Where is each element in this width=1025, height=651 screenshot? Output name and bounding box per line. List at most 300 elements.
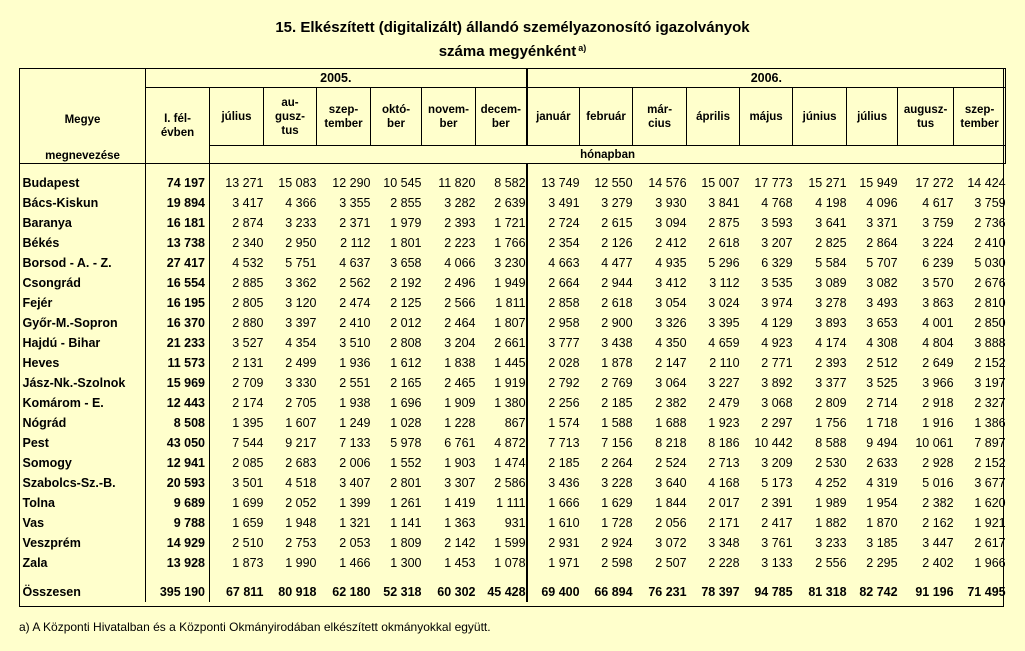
month-value: 1 380 [476,393,527,413]
month-value: 2 147 [655,356,687,370]
month-header-line: októ- [381,103,411,116]
county-name: Zala [20,553,146,573]
month-value: 3 330 [285,376,317,390]
first-half-value: 12 941 [146,453,210,473]
month-value: 1 028 [390,416,422,430]
first-half-value: 16 554 [146,273,210,293]
month-value: 4 637 [339,256,371,270]
month-value: 3 641 [815,216,847,230]
spacer-cell [580,164,633,174]
county-name: Bács-Kiskun [20,193,146,213]
month-value: 3 377 [815,376,847,390]
month-value: 1 873 [232,556,264,570]
month-value: 6 761 [444,436,476,450]
table-row [20,453,1006,473]
month-value: 3 974 [761,296,793,310]
month-value: 3 120 [285,296,317,310]
month-value: 2 618 [601,296,633,310]
month-value: 2 125 [390,296,422,310]
month-header-line: tember [960,117,999,130]
month-value: 2 809 [815,396,847,410]
spacer-cell [847,573,898,582]
month-value: 45 428 [476,582,527,602]
month-value: 1 909 [444,396,476,410]
county-name: Jász-Nk.-Szolnok [20,373,146,393]
first-half-value: 19 894 [146,193,210,213]
month-value: 2 958 [548,316,580,330]
spacer-cell [210,573,264,582]
month-value: 2 496 [444,276,476,290]
spacer-cell [954,164,1006,174]
month-header-line: tus [916,117,935,130]
county-name: Budapest [20,173,146,193]
month-value: 931 [476,513,527,533]
month-value: 11 820 [438,176,476,190]
table-row [20,553,1006,573]
month-value: 2 327 [974,396,1006,410]
month-value: 1 882 [815,516,847,530]
month-value: 1 989 [815,496,847,510]
month-value: 3 371 [866,216,898,230]
month-value: 1 923 [708,416,740,430]
month-value: 10 061 [915,436,954,450]
county-name: Szabolcs-Sz.-B. [20,473,146,493]
month-value: 3 024 [708,296,740,310]
month-value: 1 666 [548,496,580,510]
month-value: 2 633 [866,456,898,470]
first-half-header-line: I. fél- [164,112,191,125]
month-value: 2 417 [761,516,793,530]
month-header-row [20,88,1006,146]
month-value: 3 204 [444,336,476,350]
month-value: 1 419 [444,496,476,510]
month-value: 1 261 [390,496,422,510]
month-value: 2 412 [655,236,687,250]
first-half-value: 27 417 [146,253,210,273]
month-value: 2 676 [974,276,1006,290]
month-value: 1 453 [444,556,476,570]
footnote: a) A Központi Hivatalban és a Központi Okmányirodában elkészített okmányokkal együtt. [19,620,491,634]
month-value: 3 054 [655,296,687,310]
month-value: 3 640 [655,476,687,490]
month-value: 3 133 [761,556,793,570]
month-value: 7 156 [601,436,633,450]
month-value: 5 978 [390,436,422,450]
month-value: 2 924 [601,536,633,550]
county-name: Pest [20,433,146,453]
table-row [20,513,1006,533]
spacer-cell [633,164,687,174]
spacer-cell [476,573,527,582]
month-value: 2 264 [601,456,633,470]
month-value: 8 218 [655,436,687,450]
month-value: 3 197 [974,376,1006,390]
table-title-line2 [0,43,1025,60]
month-value: 3 355 [339,196,371,210]
month-value: 2 615 [601,216,633,230]
month-value: 3 209 [761,456,793,470]
month-value: 1 574 [548,416,580,430]
spacer-row [20,164,1006,174]
month-value: 2 556 [815,556,847,570]
month-value: 2 769 [601,376,633,390]
month-value: 4 354 [285,336,317,350]
spacer-cell [793,573,847,582]
month-value: 2 850 [974,316,1006,330]
month-value: 3 447 [922,536,954,550]
month-value: 1 399 [339,496,371,510]
spacer-cell [740,164,793,174]
month-value: 71 495 [967,585,1006,599]
month-value: 3 230 [476,253,527,273]
month-header-line: gusz- [274,110,306,123]
month-header [580,88,633,146]
month-value: 3 863 [922,296,954,310]
month-value: 3 527 [232,336,264,350]
first-half-value: 15 969 [146,373,210,393]
county-name: Nógrád [20,413,146,433]
first-half-value: 13 928 [146,553,210,573]
month-value: 3 510 [339,336,371,350]
month-value: 2 297 [761,416,793,430]
month-value: 4 096 [866,196,898,210]
spacer-cell [146,573,210,582]
month-header [740,88,793,146]
month-value: 1 588 [601,416,633,430]
month-header [687,88,740,146]
spacer-cell [422,573,476,582]
month-header-line: január [536,110,571,123]
month-value: 81 318 [808,585,847,599]
month-value: 2 410 [339,316,371,330]
month-value: 5 751 [285,256,317,270]
month-value: 3 535 [761,276,793,290]
month-value: 2 524 [655,456,687,470]
month-value: 4 935 [655,256,687,270]
month-value: 2 864 [866,236,898,250]
month-value: 1 838 [444,356,476,370]
first-half-value: 16 195 [146,293,210,313]
first-half-value: 9 689 [146,493,210,513]
month-value: 1 718 [866,416,898,430]
month-value: 4 768 [761,196,793,210]
month-value: 1 766 [476,233,527,253]
spacer-cell [527,164,580,174]
month-value: 1 607 [285,416,317,430]
first-half-value: 12 443 [146,393,210,413]
month-value: 4 308 [866,336,898,350]
month-value: 1 979 [390,216,422,230]
month-value: 2 223 [444,236,476,250]
month-value: 12 550 [594,176,633,190]
first-half-value: 16 370 [146,313,210,333]
month-value: 2 354 [548,236,580,250]
month-value: 2 295 [866,556,898,570]
month-value: 1 474 [476,453,527,473]
month-value: 3 395 [708,316,740,330]
county-name: Vas [20,513,146,533]
table-row [20,273,1006,293]
first-half-value: 74 197 [146,173,210,193]
month-value: 52 318 [383,585,422,599]
month-value: 1 809 [390,536,422,550]
month-value: 2 410 [974,236,1006,250]
month-value: 3 412 [655,276,687,290]
month-value: 1 919 [476,373,527,393]
month-value: 5 584 [815,256,847,270]
month-value: 5 707 [866,256,898,270]
month-value: 1 610 [548,516,580,530]
month-value: 1 688 [655,416,687,430]
month-value: 1 659 [232,516,264,530]
month-value: 2 562 [339,276,371,290]
title-footnote-marker: a) [578,43,587,53]
month-value: 4 532 [232,256,264,270]
month-value: 1 386 [974,416,1006,430]
month-header [264,88,317,146]
month-value: 2 530 [815,456,847,470]
county-name: Fejér [20,293,146,313]
month-value: 2 162 [922,516,954,530]
month-value: 3 278 [815,296,847,310]
month-value: 3 570 [922,276,954,290]
month-value: 17 272 [915,176,954,190]
month-value: 1 954 [866,496,898,510]
month-value: 1 620 [974,496,1006,510]
table-row [20,253,1006,273]
month-value: 3 841 [708,196,740,210]
month-value: 2 753 [285,536,317,550]
spacer-cell [20,164,146,174]
month-value: 2 705 [285,396,317,410]
month-value: 1 141 [390,516,422,530]
month-value: 1 949 [476,273,527,293]
month-value: 3 653 [866,316,898,330]
month-value: 3 397 [285,316,317,330]
month-value: 3 436 [548,476,580,490]
month-header-line: tus [281,124,299,137]
month-value: 62 180 [332,585,371,599]
county-name: Veszprém [20,533,146,553]
month-value: 6 329 [761,256,793,270]
month-value: 2 714 [866,396,898,410]
month-value: 4 804 [922,336,954,350]
month-value: 2 371 [339,216,371,230]
month-value: 1 990 [285,556,317,570]
month-value: 2 052 [285,496,317,510]
month-value: 17 773 [754,176,793,190]
month-value: 5 016 [922,476,954,490]
month-value: 3 064 [655,376,687,390]
month-value: 2 566 [444,296,476,310]
month-value: 1 844 [655,496,687,510]
month-header [847,88,898,146]
month-value: 867 [476,413,527,433]
month-value: 1 321 [339,516,371,530]
month-value: 2 810 [974,296,1006,310]
month-value: 1 629 [601,496,633,510]
month-header-line: tember [324,117,363,130]
month-value: 6 239 [922,256,954,270]
month-value: 5 296 [708,256,740,270]
month-value: 2 858 [548,296,580,310]
month-value: 4 477 [601,256,633,270]
month-value: 3 228 [601,476,633,490]
spacer-cell [210,164,264,174]
month-value: 3 348 [708,536,740,550]
month-value: 2 006 [339,456,371,470]
month-value: 1 721 [476,213,527,233]
month-value: 4 659 [708,336,740,350]
month-value: 15 007 [701,176,740,190]
month-value: 2 112 [340,236,371,250]
megye-header [20,69,146,164]
megye-label: Megye [64,114,101,126]
month-value: 3 761 [761,536,793,550]
spacer-cell [847,164,898,174]
month-value: 4 366 [285,196,317,210]
spacer-cell [898,573,954,582]
spacer-cell [146,164,210,174]
month-value: 3 491 [548,196,580,210]
month-value: 15 949 [859,176,898,190]
month-value: 2 479 [708,396,740,410]
month-value: 2 340 [232,236,264,250]
spacer-cell [580,573,633,582]
month-value: 3 893 [815,316,847,330]
month-header-line: szep- [328,103,359,116]
month-value: 2 918 [922,396,954,410]
month-value: 2 382 [655,396,687,410]
month-value: 8 186 [708,436,740,450]
month-value: 2 174 [232,396,264,410]
spacer-cell [264,164,317,174]
month-value: 4 252 [815,476,847,490]
month-header-line: decem- [480,103,521,116]
month-value: 82 742 [859,585,898,599]
table-row [20,233,1006,253]
month-header-line: szep- [964,103,995,116]
month-value: 3 307 [444,476,476,490]
month-header-line: ber [491,117,510,130]
month-value: 1 916 [922,416,954,430]
spacer-cell [740,573,793,582]
month-header [898,88,954,146]
month-value: 3 658 [390,256,422,270]
first-half-value: 11 573 [146,353,210,373]
month-value: 80 918 [278,585,317,599]
spacer-row [20,573,1006,582]
first-half-value: 21 233 [146,333,210,353]
table-row [20,473,1006,493]
month-value: 1 228 [444,416,476,430]
month-value: 2 391 [761,496,793,510]
county-name: Győr-M.-Sopron [20,313,146,333]
month-value: 2 085 [232,456,264,470]
first-half-value: 13 738 [146,233,210,253]
month-header-line: augusz- [903,103,948,116]
month-value: 2 185 [548,456,580,470]
spacer-cell [898,164,954,174]
month-value: 14 576 [648,176,687,190]
month-value: 9 494 [866,436,898,450]
month-value: 1 111 [476,493,527,513]
month-value: 4 518 [285,476,317,490]
table-row [20,493,1006,513]
table-row [20,313,1006,333]
month-value: 4 174 [815,336,847,350]
month-value: 1 599 [476,533,527,553]
table-row [20,353,1006,373]
month-value: 2 664 [548,276,580,290]
total-label: Összesen [20,582,146,602]
month-value: 1 903 [444,456,476,470]
month-value: 1 971 [548,556,580,570]
month-value: 2 885 [232,276,264,290]
month-value: 2 028 [548,356,580,370]
month-value: 1 078 [476,553,527,573]
month-value: 2 617 [974,536,1006,550]
month-value: 2 012 [390,316,422,330]
month-value: 2 598 [601,556,633,570]
month-value: 2 474 [339,296,371,310]
spacer-cell [633,573,687,582]
month-header [633,88,687,146]
table-row [20,533,1006,553]
month-value: 2 825 [815,236,847,250]
spacer-cell [476,164,527,174]
month-value: 2 900 [601,316,633,330]
month-value: 3 068 [761,396,793,410]
month-value: 3 094 [655,216,687,230]
county-name: Somogy [20,453,146,473]
month-header-line: május [749,110,783,123]
month-value: 1 756 [815,416,847,430]
month-value: 3 224 [922,236,954,250]
month-header [527,88,580,146]
spacer-cell [20,573,146,582]
spacer-cell [317,573,371,582]
month-value: 2 171 [708,516,740,530]
month-value: 1 948 [285,516,317,530]
month-value: 4 872 [476,433,527,453]
month-value: 1 728 [601,516,633,530]
month-value: 1 811 [476,293,527,313]
first-half-value: 43 050 [146,433,210,453]
month-value: 15 271 [808,176,847,190]
county-name: Heves [20,353,146,373]
month-value: 2 053 [339,536,371,550]
month-value: 2 771 [761,356,793,370]
spacer-cell [954,573,1006,582]
month-value: 2 801 [390,476,422,490]
month-value: 2 256 [548,396,580,410]
month-value: 2 017 [708,496,740,510]
month-value: 2 586 [476,473,527,493]
month-value: 3 279 [601,196,633,210]
month-value: 2 792 [548,376,580,390]
month-value: 2 393 [815,356,847,370]
year-2005-header: 2005. [146,69,527,88]
month-value: 2 709 [232,376,264,390]
month-value: 5 173 [761,476,793,490]
month-value: 9 217 [285,436,317,450]
table-row [20,213,1006,233]
table-row [20,173,1006,193]
spacer-cell [317,164,371,174]
month-header-line: ber [439,117,458,130]
month-value: 3 112 [709,276,740,290]
